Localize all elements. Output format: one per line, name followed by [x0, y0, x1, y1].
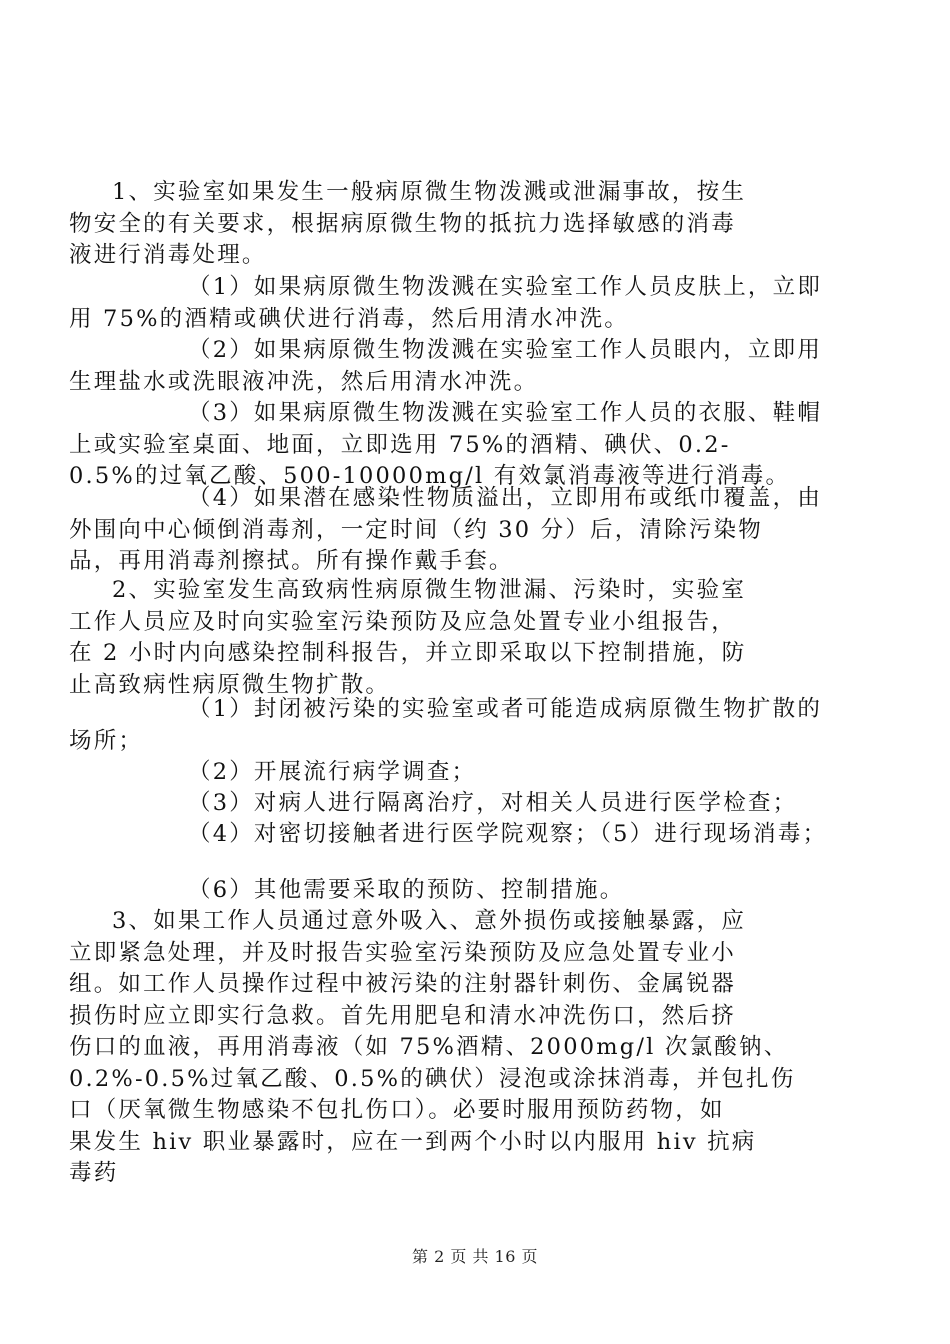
text-line: 液进行消毒处理。 — [69, 242, 267, 268]
text-line: 1、实验室如果发生一般病原微生物泼溅或泄漏事故，按生 — [112, 179, 747, 205]
paragraph-2-4 — [188, 819, 827, 851]
text-line: （2）开展流行病学调查； — [188, 759, 477, 785]
text-line: （4）对密切接触者进行医学院观察；（5）进行现场消毒； — [188, 821, 828, 847]
text-line: 止高致病性病原微生物扩散。 — [69, 671, 391, 698]
text-line: 毒药 — [69, 1160, 119, 1186]
paragraph-2-6 — [188, 875, 624, 907]
text-line: 3、如果工作人员通过意外吸入、意外损伤或接触暴露，应 — [112, 908, 747, 934]
text-line: 工作人员应及时向实验室污染预防及应急处置专业小组报告， — [69, 608, 736, 635]
text-line: （1）如果病原微生物泼溅在实验室工作人员皮肤上，立即 — [188, 274, 823, 300]
paragraph-1-4 — [69, 483, 823, 578]
text-line: 立即紧急处理，并及时报告实验室污染预防及应急处置专业小 — [69, 939, 736, 966]
text-line: （3）对病人进行隔离治疗，对相关人员进行医学检查； — [188, 790, 798, 816]
text-line: （4）如果潜在感染性物质溢出，立即用布或纸巾覆盖，由 — [188, 485, 823, 511]
text-line: 0.5%的过氧乙酸、500-10000mg/l 有效氯消毒液等进行消毒。 — [69, 463, 791, 489]
text-line: 生理盐水或洗眼液冲洗，然后用清水冲洗。 — [69, 368, 539, 395]
paragraph-2-2 — [188, 757, 476, 789]
paragraph-1 — [69, 177, 747, 272]
paragraph-2-1 — [69, 694, 823, 757]
text-line: 果发生 hiv 职业暴露时，应在一到两个小时以内服用 hiv 抗病 — [69, 1128, 757, 1155]
paragraph-1-3 — [69, 398, 823, 493]
page-number-footer: 第 2 页 共 16 页 — [412, 1247, 538, 1266]
text-line: 伤口的血液，再用消毒液（如 75%酒精、2000mg/l 次氯酸钠、 — [69, 1034, 789, 1060]
text-line: 场所； — [69, 727, 144, 754]
paragraph-2-3 — [188, 788, 797, 820]
text-line: （1）封闭被污染的实验室或者可能造成病原微生物扩散的 — [188, 696, 823, 722]
text-line: 组。如工作人员操作过程中被污染的注射器针刺伤、金属锐器 — [69, 971, 736, 997]
text-line: 2、实验室发生高致病性病原微生物泄漏、污染时，实验室 — [112, 577, 747, 603]
paragraph-1-1 — [69, 272, 823, 335]
paragraph-2 — [69, 575, 747, 701]
text-line: （2）如果病原微生物泼溅在实验室工作人员眼内，立即用 — [188, 337, 823, 363]
paragraph-1-2 — [69, 335, 823, 398]
text-line: 口（厌氧微生物感染不包扎伤口）。必要时服用预防药物，如 — [69, 1097, 725, 1123]
text-line: 上或实验室桌面、地面，立即选用 75%的酒精、碘伏、0.2- — [69, 431, 731, 458]
text-line: （6）其他需要采取的预防、控制措施。 — [188, 877, 625, 903]
text-line: 用 75%的酒精或碘伏进行消毒，然后用清水冲洗。 — [69, 305, 629, 332]
text-line: 物安全的有关要求，根据病原微生物的抵抗力选择敏感的消毒 — [69, 210, 736, 237]
text-line: 损伤时应立即实行急救。首先用肥皂和清水冲洗伤口，然后挤 — [69, 1002, 736, 1029]
text-line: 外围向中心倾倒消毒剂，一定时间（约 30 分）后，清除污染物 — [69, 516, 763, 543]
text-line: 0.2%-0.5%过氧乙酸、0.5%的碘伏）浸泡或涂抹消毒，并包扎伤 — [69, 1065, 796, 1092]
text-line: 在 2 小时内向感染控制科报告，并立即采取以下控制措施，防 — [69, 640, 747, 666]
text-line: （3）如果病原微生物泼溅在实验室工作人员的衣服、鞋帽 — [188, 400, 823, 426]
paragraph-3 — [69, 906, 796, 1190]
text-line: 品，再用消毒剂擦拭。所有操作戴手套。 — [69, 548, 514, 574]
